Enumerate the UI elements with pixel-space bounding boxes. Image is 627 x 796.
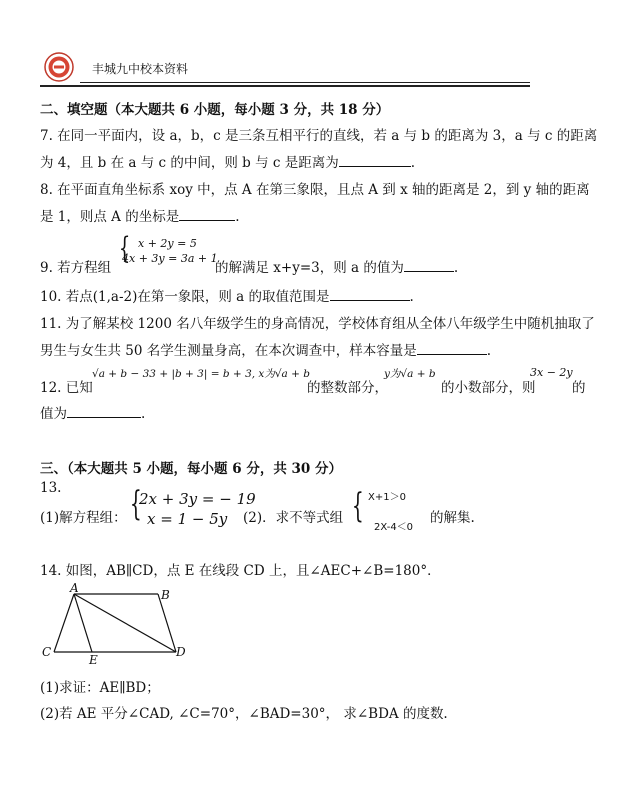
q7-line2-text: 为 4，且 b 在 a 与 c 的中间，则 b 与 c 是距离为 — [40, 155, 339, 171]
q8-end: . — [235, 209, 240, 225]
q11-line2 — [40, 339, 491, 359]
q13-eq1: 2x + 3y = − 19 — [139, 490, 256, 508]
q8-line2-text: 是 1，则点 A 的坐标是 — [40, 209, 180, 225]
q10-text: 10. 若点(1,a-2)在第一象限，则 a 的取值范围是 — [40, 289, 330, 305]
q7-end: . — [410, 155, 416, 171]
label-a: A — [70, 581, 79, 595]
q7-line2 — [40, 151, 415, 171]
q10-end: . — [409, 289, 414, 305]
q13-brace2: { — [351, 486, 364, 526]
q12-target: 3x − 2y — [530, 366, 573, 379]
section2-heading: 二、填空题（本大题共 6 小题，每小题 3 分，共 18 分） — [40, 102, 390, 118]
q13-eq2: x = 1 − 5y — [147, 510, 228, 528]
q12-expr: √a + b − 33 + |b + 3| = b + 3, x为√a + b — [92, 368, 310, 380]
q14-sub1: (1)求证：AE∥BD； — [40, 680, 160, 696]
q13-ineq1: X+1＞0 — [368, 492, 406, 503]
q13-brace1: { — [129, 484, 142, 524]
q7-line1: 7. 在同一平面内，设 a，b，c 是三条互相平行的直线，若 a 与 b 的距离为 3，a 与 c 的距离 — [40, 128, 598, 144]
q11-end: . — [486, 343, 492, 359]
q13-part1: (1)解方程组： — [40, 510, 127, 526]
header-title: 丰城九中校本资料 — [92, 62, 189, 76]
q13-part2: (2)．求不等式组 — [243, 510, 344, 526]
q13-part2-end: 的解集. — [430, 510, 475, 526]
q9-prefix: 9. 若方程组 — [40, 260, 112, 276]
q9-suffix-text: 的解满足 x+y=3，则 a 的值为 — [215, 260, 404, 276]
q8-line2 — [40, 205, 240, 225]
header-rule — [80, 82, 530, 83]
q10-answer-blank[interactable] — [330, 287, 410, 301]
section3-heading: 三、（本大题共 5 小题，每小题 6 分，共 30 分） — [40, 461, 343, 477]
q12-ydef: y为√a + b — [384, 368, 436, 380]
q8-line1: 8. 在平面直角坐标系 xoy 中，点 A 在第三象限，且点 A 到 x 轴的距离是 2，到 y 轴的距离 — [40, 182, 590, 198]
header-rule-thick — [40, 85, 530, 87]
q12-line2-text: 值为 — [40, 406, 67, 422]
q13-ineq2: 2X-4＜0 — [374, 522, 414, 533]
q10 — [40, 285, 414, 305]
segment-ac — [54, 594, 74, 652]
label-c: C — [42, 645, 52, 659]
q9-answer-blank[interactable] — [404, 258, 454, 272]
q14-sub2: (2)若 AE 平分∠CAD, ∠C=70°，∠BAD=30°， 求∠BDA 的度数. — [40, 706, 448, 722]
q13-number: 13. — [40, 480, 62, 496]
q11-line1: 11. 为了解某校 1200 名八年级学生的身高情况，学校体育组从全体八年级学生中随机抽取了 — [40, 316, 595, 332]
label-b: B — [161, 588, 170, 602]
q12-prefix: 12. 已知 — [40, 380, 93, 396]
q14-text: 14. 如图，AB∥CD，点 E 在线段 CD 上，且∠AEC+∠B=180°． — [40, 563, 441, 579]
q12-answer-blank[interactable] — [67, 404, 141, 418]
q12-mid1: 的整数部分， — [307, 380, 388, 396]
school-logo — [44, 52, 74, 82]
q9-eq2: 4x + 3y = 3a + 1 — [122, 252, 218, 265]
q12-end: . — [141, 406, 146, 422]
q7-answer-blank[interactable] — [339, 153, 411, 167]
q12-end-word: 的 — [572, 380, 586, 396]
q9-eq1: x + 2y = 5 — [138, 237, 197, 250]
q9-brace: { — [118, 231, 131, 266]
q9-suffix — [215, 256, 458, 276]
q11-line2-text: 男生与女生共 50 名学生测量身高，在本次调查中，样本容量是 — [40, 343, 417, 359]
q12-mid2: 的小数部分，则 — [441, 380, 536, 396]
q12-line2 — [40, 402, 145, 422]
label-e: E — [89, 653, 98, 667]
q9-end: . — [453, 260, 459, 276]
q8-answer-blank[interactable] — [179, 207, 235, 221]
label-d: D — [176, 645, 186, 659]
q11-answer-blank[interactable] — [417, 341, 487, 355]
